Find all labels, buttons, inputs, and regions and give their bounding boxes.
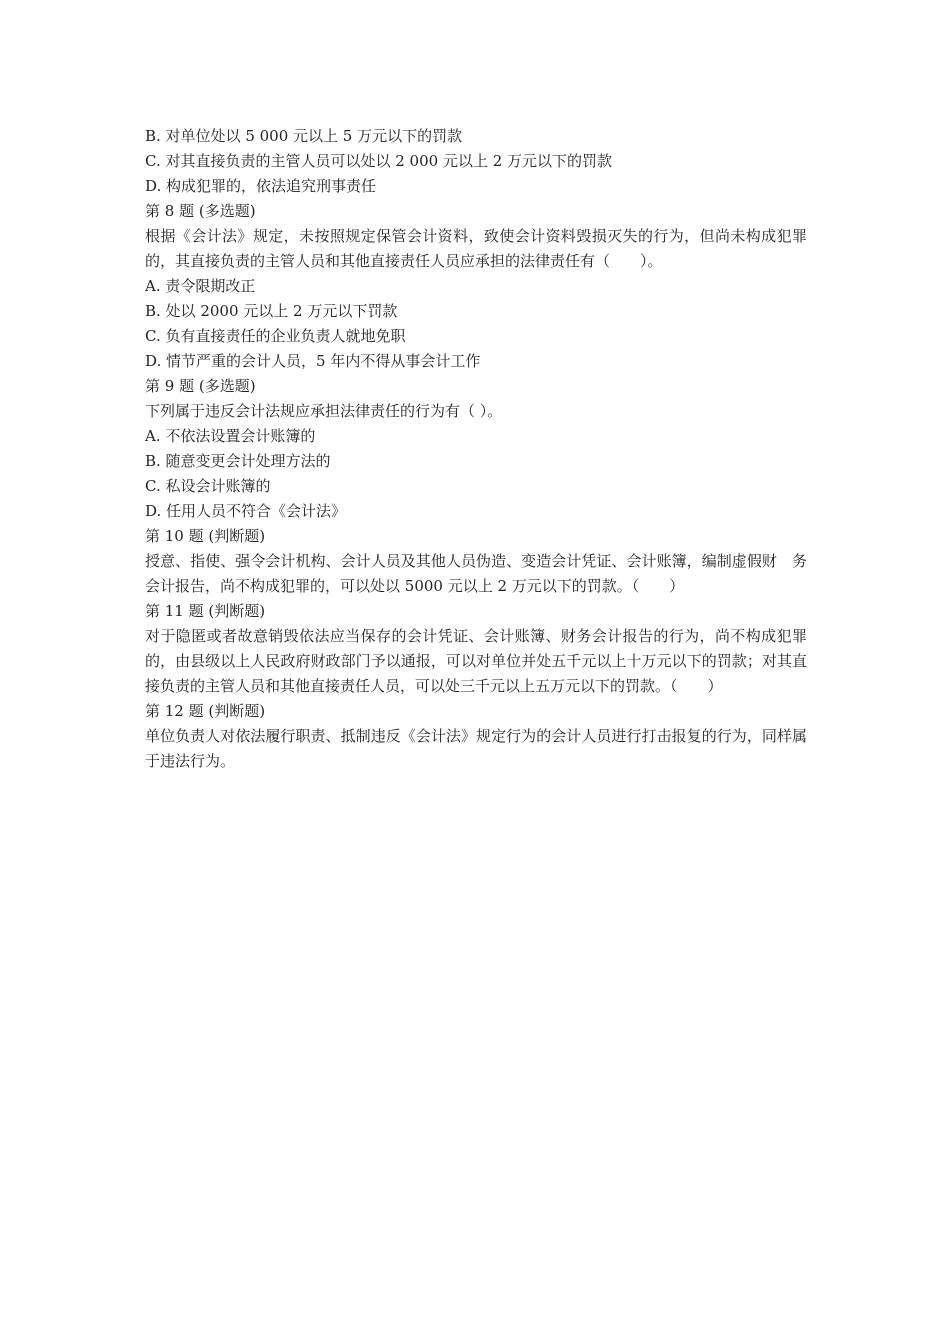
option-d: D. 任用人员不符合《会计法》: [145, 502, 347, 520]
question-header: 第 11 题 (判断题): [145, 602, 266, 620]
option-a: A. 不依法设置会计账簿的: [145, 427, 316, 445]
option-c: C. 负有直接责任的企业负责人就地免职: [145, 327, 406, 345]
question-header: 第 10 题 (判断题): [145, 527, 266, 545]
question-12: [145, 699, 807, 774]
question-stem: 授意、指使、强令会计机构、会计人员及其他人员伪造、变造会计凭证、会计账簿，编制虚假财 务会计报告，尚不构成犯罪的，可以处以 5000 元以上 2 万元以下的罚款。（ ）: [145, 552, 807, 595]
option-a: A. 责令限期改正: [145, 277, 256, 295]
question-7-tail: [145, 124, 807, 199]
option-b: B. 处以 2000 元以上 2 万元以下罚款: [145, 302, 398, 320]
option-d: D. 构成犯罪的，依法追究刑事责任: [145, 177, 377, 195]
question-stem: 对于隐匿或者故意销毁依法应当保存的会计凭证、会计账簿、财务会计报告的行为，尚不构成犯罪的，由县级以上人民政府财政部门予以通报，可以对单位并处五千元以上十万元以下的罚款；对其直接负责的主管人员和其他直接责任人员，可以处三千元以上五万元以下的罚款。（ ）: [145, 627, 807, 695]
option-d: D. 情节严重的会计人员，5 年内不得从事会计工作: [145, 352, 481, 370]
question-10: [145, 524, 807, 599]
question-header: 第 12 题 (判断题): [145, 702, 266, 720]
question-stem: 根据《会计法》规定，未按照规定保管会计资料，致使会计资料毁损灭失的行为，但尚未构成犯罪的，其直接负责的主管人员和其他直接责任人员应承担的法律责任有（ ）。: [145, 227, 807, 270]
question-9: [145, 374, 807, 524]
question-8: [145, 199, 807, 374]
option-c: C. 私设会计账簿的: [145, 477, 271, 495]
option-b: B. 随意变更会计处理方法的: [145, 452, 331, 470]
option-c: C. 对其直接负责的主管人员可以处以 2 000 元以上 2 万元以下的罚款: [145, 152, 613, 170]
question-header: 第 8 题 (多选题): [145, 202, 256, 220]
question-header: 第 9 题 (多选题): [145, 377, 256, 395]
question-stem: 下列属于违反会计法规应承担法律责任的行为有（ ）。: [145, 402, 503, 420]
question-11: [145, 599, 807, 699]
question-stem: 单位负责人对依法履行职责、抵制违反《会计法》规定行为的会计人员进行打击报复的行为，同样属于违法行为。: [145, 727, 807, 770]
document-page: [145, 124, 807, 774]
option-b: B. 对单位处以 5 000 元以上 5 万元以下的罚款: [145, 127, 463, 145]
